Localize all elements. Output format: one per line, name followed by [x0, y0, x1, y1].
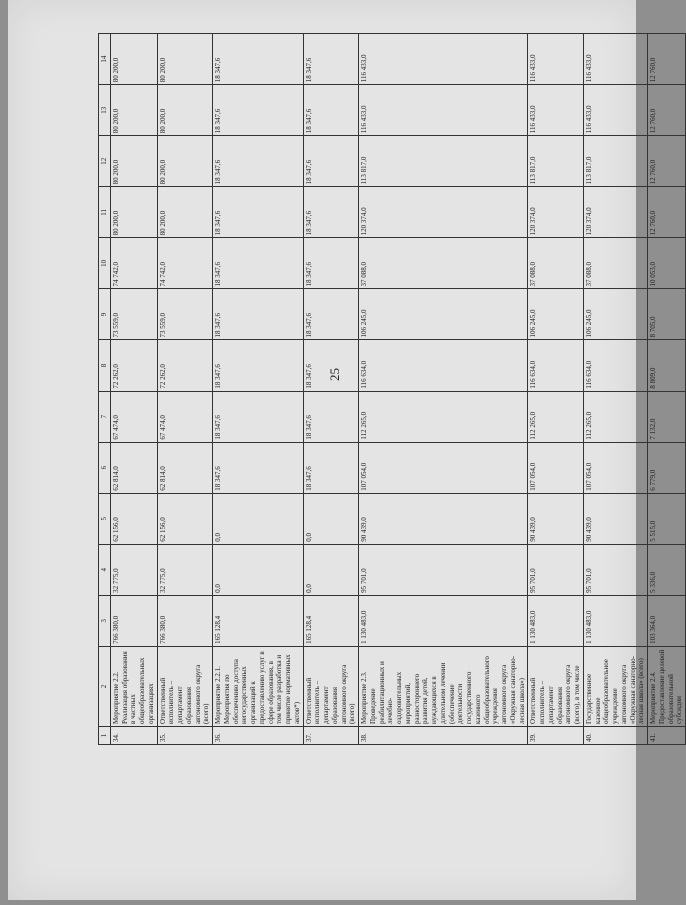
cell-value: 18 347,6 — [303, 187, 359, 238]
cell-value: 5 336,0 — [648, 544, 686, 595]
cell-value: 90 439,0 — [359, 493, 528, 544]
cell-value: 18 347,6 — [303, 340, 359, 391]
cell-value: 116 433,0 — [583, 85, 647, 136]
cell-value: 116 433,0 — [583, 34, 647, 85]
cell-value: 62 156,0 — [157, 493, 213, 544]
cell-value: 107 054,0 — [359, 442, 528, 493]
cell-value: 8 809,0 — [648, 340, 686, 391]
cell-value: 12 760,0 — [648, 187, 686, 238]
column-header: 1 — [99, 726, 111, 744]
cell-value: 32 775,0 — [110, 544, 157, 595]
cell-value: 12 760,0 — [648, 85, 686, 136]
cell-value: 5 515,0 — [648, 493, 686, 544]
row-number: 39. — [528, 726, 584, 744]
cell-value: 106 245,0 — [359, 289, 528, 340]
document-page — [8, 0, 684, 900]
cell-value: 80 200,0 — [157, 136, 213, 187]
cell-value: 62 814,0 — [157, 442, 213, 493]
row-name: Ответственный исполнитель – департамент образования автономного округа (всего) — [303, 646, 359, 726]
column-header: 3 — [99, 595, 111, 646]
cell-value: 18 347,6 — [213, 187, 304, 238]
cell-value: 10 053,0 — [648, 238, 686, 289]
cell-value: 74 742,0 — [110, 238, 157, 289]
cell-value: 113 817,0 — [583, 136, 647, 187]
table-row — [359, 34, 528, 745]
cell-value: 116 433,0 — [359, 85, 528, 136]
cell-value: 72 262,0 — [110, 340, 157, 391]
cell-value: 95 701,0 — [583, 544, 647, 595]
cell-value: 106 245,0 — [528, 289, 584, 340]
cell-value: 90 439,0 — [528, 493, 584, 544]
cell-value: 18 347,6 — [303, 238, 359, 289]
cell-value: 18 347,6 — [213, 85, 304, 136]
cell-value: 18 347,6 — [303, 442, 359, 493]
cell-value: 165 128,4 — [213, 595, 304, 646]
cell-value: 8 705,0 — [648, 289, 686, 340]
row-number: 34. — [110, 726, 157, 744]
cell-value: 12 760,0 — [648, 34, 686, 85]
cell-value: 67 474,0 — [157, 391, 213, 442]
cell-value: 80 200,0 — [157, 34, 213, 85]
cell-value: 80 200,0 — [110, 85, 157, 136]
cell-value: 1 130 483,0 — [528, 595, 584, 646]
page-number: 25 — [327, 368, 342, 381]
row-number: 38. — [359, 726, 528, 744]
header-row — [99, 34, 111, 745]
cell-value: 67 474,0 — [110, 391, 157, 442]
table-row — [213, 34, 304, 745]
column-header: 7 — [99, 391, 111, 442]
cell-value: 80 200,0 — [110, 187, 157, 238]
cell-value: 73 559,0 — [110, 289, 157, 340]
cell-value: 116 634,0 — [583, 340, 647, 391]
cell-value: 74 742,0 — [157, 238, 213, 289]
cell-value: 1 130 483,0 — [359, 595, 528, 646]
cell-value: 6 779,0 — [648, 442, 686, 493]
cell-value: 95 701,0 — [528, 544, 584, 595]
cell-value: 165 128,4 — [303, 595, 359, 646]
row-name: Мероприятие 2.2.1. Мероприятия по обеспечению доступа негосударственных организаций к предоставлению услуг в сфере образования, в том числе разработка и принятие нормативных актов*) — [213, 646, 304, 726]
column-header: 10 — [99, 238, 111, 289]
row-name: Мероприятие 2.2. Реализация образования в частных общеобразовательных организациях — [110, 646, 157, 726]
column-header: 14 — [99, 34, 111, 85]
cell-value: 18 347,6 — [213, 238, 304, 289]
column-header: 2 — [99, 646, 111, 726]
cell-value: 18 347,6 — [213, 289, 304, 340]
row-name: Мероприятие 2.4. Предоставление целевой образовательной субсидии — [648, 646, 686, 726]
cell-value: 18 347,6 — [213, 340, 304, 391]
cell-value: 116 634,0 — [528, 340, 584, 391]
cell-value: 62 156,0 — [110, 493, 157, 544]
cell-value: 37 088,0 — [528, 238, 584, 289]
cell-value: 18 347,6 — [303, 391, 359, 442]
cell-value: 18 347,6 — [213, 391, 304, 442]
cell-value: 37 088,0 — [583, 238, 647, 289]
row-number: 36. — [213, 726, 304, 744]
cell-value: 0,0 — [303, 544, 359, 595]
cell-value: 73 559,0 — [157, 289, 213, 340]
row-number: 37. — [303, 726, 359, 744]
table-row — [528, 34, 584, 745]
cell-value: 18 347,6 — [213, 136, 304, 187]
cell-value: 18 347,6 — [303, 289, 359, 340]
column-header: 6 — [99, 442, 111, 493]
table-row — [648, 34, 686, 745]
row-number: 41. — [648, 726, 686, 744]
cell-value: 18 347,6 — [213, 34, 304, 85]
cell-value: 80 200,0 — [157, 85, 213, 136]
column-header: 11 — [99, 187, 111, 238]
cell-value: 103 364,0 — [648, 595, 686, 646]
cell-value: 7 132,0 — [648, 391, 686, 442]
cell-value: 12 760,0 — [648, 136, 686, 187]
table-row — [157, 34, 213, 745]
cell-value: 0,0 — [303, 493, 359, 544]
cell-value: 90 439,0 — [583, 493, 647, 544]
cell-value: 112 265,0 — [583, 391, 647, 442]
row-name: Ответственный исполнитель – департамент образования автономного округа (всего), в том числе — [528, 646, 584, 726]
cell-value: 18 347,6 — [303, 136, 359, 187]
cell-value: 766 380,0 — [110, 595, 157, 646]
cell-value: 107 054,0 — [528, 442, 584, 493]
row-name: Государственное казенное общеобразовательное учреждение автономного округа «Окружная санаторно-лесная школа» (всего) — [583, 646, 647, 726]
table-row — [303, 34, 359, 745]
row-number: 40. — [583, 726, 647, 744]
cell-value: 120 374,0 — [359, 187, 528, 238]
cell-value: 32 775,0 — [157, 544, 213, 595]
cell-value: 116 433,0 — [528, 85, 584, 136]
column-header: 5 — [99, 493, 111, 544]
cell-value: 72 262,0 — [157, 340, 213, 391]
cell-value: 113 817,0 — [359, 136, 528, 187]
cell-value: 1 130 483,0 — [583, 595, 647, 646]
cell-value: 37 088,0 — [359, 238, 528, 289]
cell-value: 106 245,0 — [583, 289, 647, 340]
cell-value: 116 433,0 — [528, 34, 584, 85]
cell-value: 120 374,0 — [528, 187, 584, 238]
cell-value: 0,0 — [213, 544, 304, 595]
column-header: 9 — [99, 289, 111, 340]
cell-value: 0,0 — [213, 493, 304, 544]
cell-value: 120 374,0 — [583, 187, 647, 238]
column-header: 4 — [99, 544, 111, 595]
cell-value: 116 433,0 — [359, 34, 528, 85]
table-row — [583, 34, 647, 745]
cell-value: 107 054,0 — [583, 442, 647, 493]
column-header: 12 — [99, 136, 111, 187]
column-header: 8 — [99, 340, 111, 391]
row-name: Ответственный исполнитель – департамент образования автономного округа (всего) — [157, 646, 213, 726]
cell-value: 18 347,6 — [213, 442, 304, 493]
budget-table — [98, 33, 686, 745]
column-header: 13 — [99, 85, 111, 136]
scan-background — [0, 900, 640, 905]
cell-value: 766 380,0 — [157, 595, 213, 646]
cell-value: 80 200,0 — [157, 187, 213, 238]
cell-value: 116 634,0 — [359, 340, 528, 391]
row-name: Мероприятие 2.3. Проведение реабилитационных и лечебно-оздоровительных мероприятий, разностороннего развития детей, нуждающихся в длительном лечении (обеспечение деятельности государственного казенного общеобразовательного учреждения автономного округа «Окружная санаторно-лесная школа») — [359, 646, 528, 726]
cell-value: 80 200,0 — [110, 34, 157, 85]
cell-value: 62 814,0 — [110, 442, 157, 493]
row-number: 35. — [157, 726, 213, 744]
cell-value: 18 347,6 — [303, 85, 359, 136]
cell-value: 113 817,0 — [528, 136, 584, 187]
cell-value: 112 265,0 — [359, 391, 528, 442]
cell-value: 112 265,0 — [528, 391, 584, 442]
cell-value: 80 200,0 — [110, 136, 157, 187]
cell-value: 18 347,6 — [303, 34, 359, 85]
cell-value: 95 701,0 — [359, 544, 528, 595]
budget-table-container — [98, 33, 684, 745]
table-row — [110, 34, 157, 745]
